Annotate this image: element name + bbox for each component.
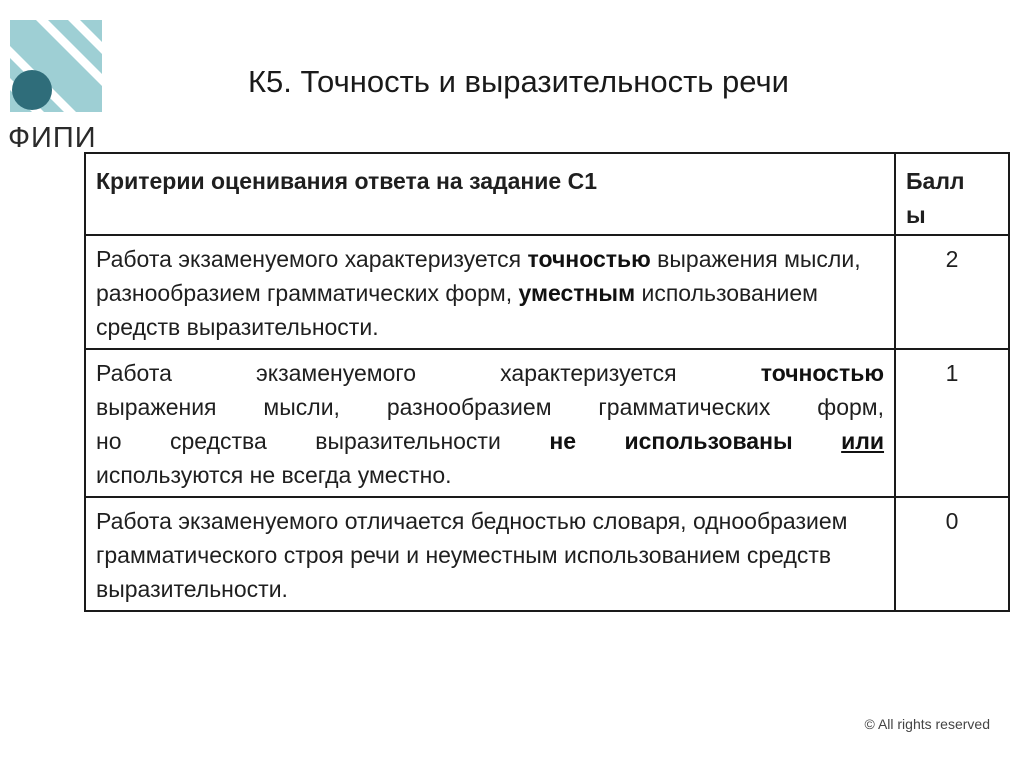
copyright-notice: © All rights reserved bbox=[864, 716, 990, 732]
header-score-line2: ы bbox=[906, 202, 926, 228]
criterion-text-part: использованием средств выразительности. bbox=[96, 280, 818, 340]
score-value: 1 bbox=[895, 349, 1009, 497]
criterion-underlined-part: или bbox=[841, 428, 885, 454]
score-value: 0 bbox=[895, 497, 1009, 611]
fipi-logo-text: ФИПИ bbox=[8, 122, 97, 154]
fipi-logo bbox=[8, 20, 104, 156]
table-header-row bbox=[85, 153, 1009, 235]
criterion-bold-part: уместным bbox=[518, 280, 636, 306]
table-row bbox=[85, 235, 1009, 349]
criterion-text: Работа экзаменуемого отличается бедностью словаря, однообразием грамматического строя речи и неуместным использованием средств выразительности. bbox=[85, 497, 895, 611]
header-score bbox=[895, 153, 1009, 235]
criterion-line bbox=[96, 390, 884, 424]
criterion-line bbox=[96, 424, 884, 458]
criterion-bold-part: точностью bbox=[527, 246, 651, 272]
criterion-line bbox=[96, 356, 884, 390]
criterion-bold-part: не использованы bbox=[549, 428, 793, 454]
header-criteria: Критерии оценивания ответа на задание С1 bbox=[85, 153, 895, 235]
criterion-text bbox=[85, 349, 895, 497]
criterion-text-part: используются не всегда уместно. bbox=[96, 462, 452, 488]
page-title: К5. Точность и выразительность речи bbox=[248, 64, 789, 99]
criterion-bold-part: точностью bbox=[760, 360, 885, 386]
table-row bbox=[85, 349, 1009, 497]
criterion-text-part: но средства выразительности bbox=[96, 428, 501, 454]
table-row bbox=[85, 497, 1009, 611]
fipi-logo-mark bbox=[10, 20, 102, 112]
criterion-text-part: выражения мысли, разнообразием грамматических форм, bbox=[96, 394, 884, 420]
score-value: 2 bbox=[895, 235, 1009, 349]
header-score-line1: Балл bbox=[906, 168, 965, 194]
criterion-text-part: Работа экзаменуемого характеризуется bbox=[96, 246, 528, 272]
criteria-table bbox=[84, 152, 1010, 612]
criterion-line bbox=[96, 458, 884, 492]
criterion-text-part: Работа экзаменуемого характеризуется bbox=[96, 360, 677, 386]
criterion-text-part: выражения мысли, разнообразием грамматических форм, bbox=[96, 246, 861, 306]
criterion-text bbox=[85, 235, 895, 349]
